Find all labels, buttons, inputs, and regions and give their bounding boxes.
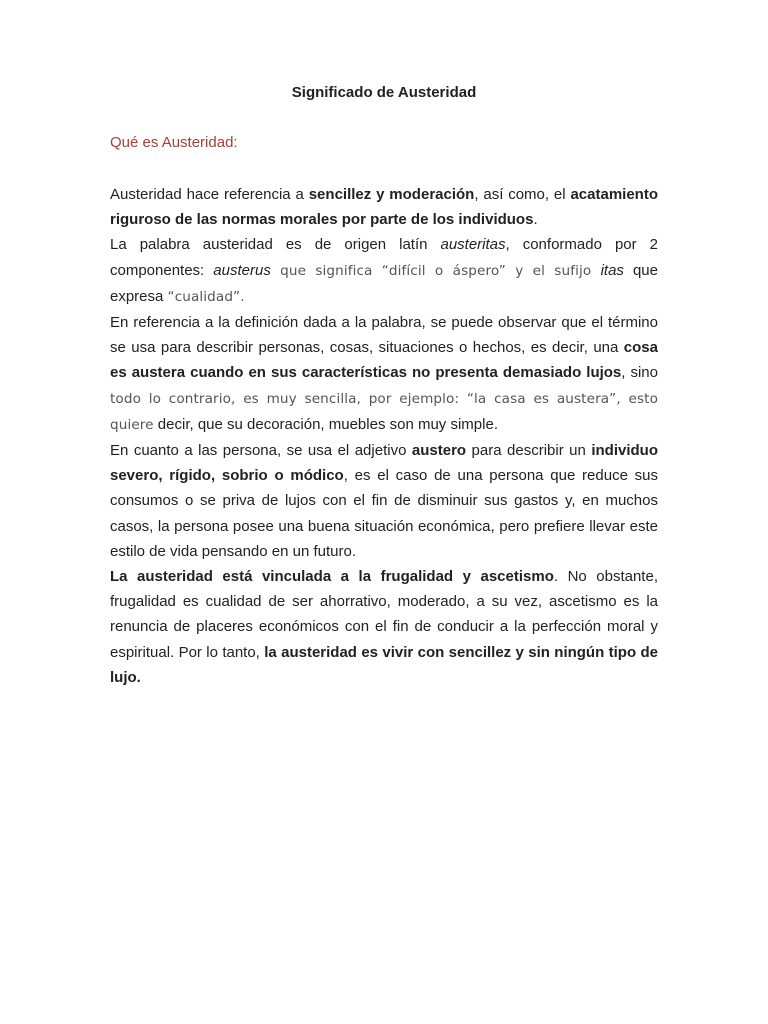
text-run: La palabra austeridad es de origen latín [110,236,441,254]
text-run: , es el caso de una persona que reduce sus consumos o se priva de lujos con el fin de disminuir sus gastos y, en muchos casos, la persona posee una buena situación económica, pero prefiere llevar este estilo de vida pensando en un futuro. [110,467,659,560]
bold-term: austero [411,442,467,460]
text-run: todo lo contrario, es muy sencilla, por ejemplo: “la casa es austera”, esto quiere [110,390,658,433]
text-run: Austeridad hace referencia a [110,186,309,203]
paragraph-people [110,438,658,564]
italic-term: austerus [213,261,271,279]
text-run: , sino [621,364,658,382]
text-run: decir, que su decoración, muebles son muy simple. [153,415,498,433]
page-title: Significado de Austeridad [291,84,477,101]
section-heading: Qué es Austeridad: [110,134,238,151]
bold-term: acatamiento riguroso de las normas morales por parte de los individuos [110,186,659,229]
text-run: que expresa [110,261,658,305]
bold-term: individuo severo, rígido, sobrio o módico [110,442,659,485]
bold-term: La austeridad está vinculada a la frugalidad y ascetismo [110,568,554,586]
paragraph-frugality [110,564,658,690]
text-run: En cuanto a las persona, se usa el adjetivo [110,442,412,460]
paragraph-definition [110,182,658,232]
paragraph-things [110,310,658,438]
document-body [110,182,658,690]
text-run: para describir un [466,442,592,460]
text-run: “cualidad”. [167,288,245,305]
italic-term: austeritas [440,236,506,254]
text-run: . No obstante, frugalidad es cualidad de ser ahorrativo, moderado, a su vez, ascetismo es la renuncia de placeres económicos con el fin de conducir a la perfección moral y espiritual. Por lo tanto, [110,568,658,661]
bold-term: cosa es austera cuando en sus características no presenta demasiado lujos [110,339,658,382]
italic-term: itas [600,261,624,279]
text-run: que significa “difícil o áspero” y el sufijo [270,262,601,279]
text-run: . [533,211,538,229]
bold-term: sencillez y moderación [308,186,475,203]
text-run: , así como, el [474,186,571,203]
paragraph-etymology [110,232,658,310]
text-run: En referencia a la definición dada a la palabra, se puede observar que el término se usa para describir personas, cosas, situaciones o hechos, es decir, una [110,314,658,357]
text-run: , conformado por 2 componentes: [110,236,658,279]
bold-term: la austeridad es vivir con sencillez y sin ningún tipo de lujo. [110,643,658,686]
